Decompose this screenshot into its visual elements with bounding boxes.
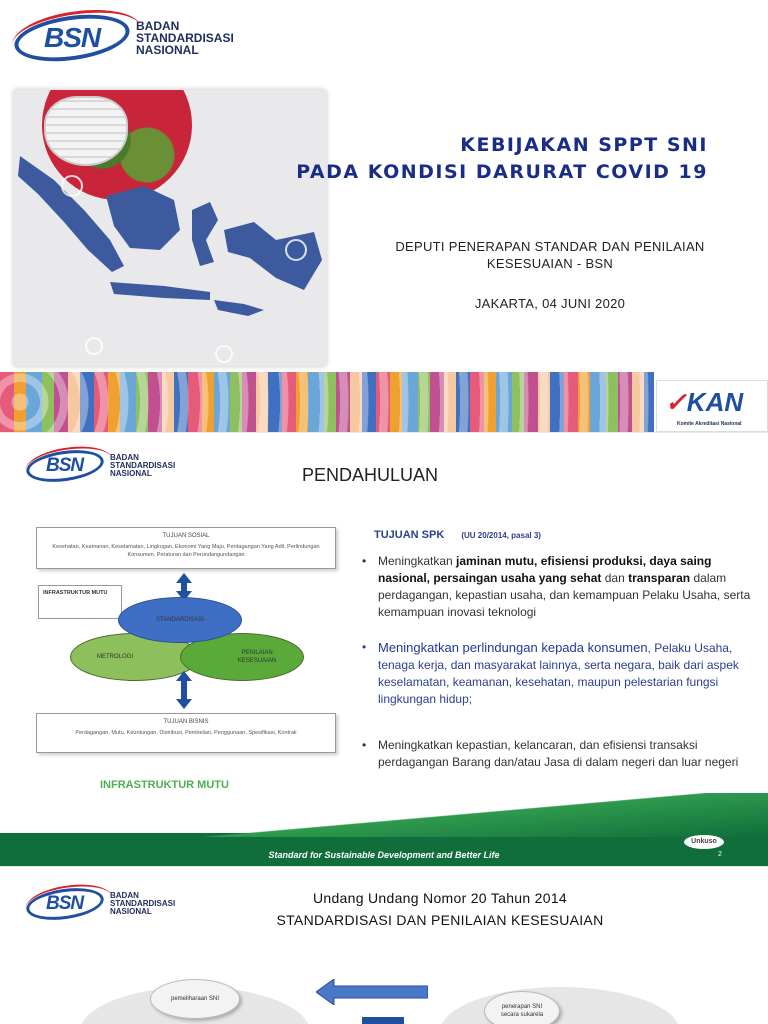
seal-logo: Unkuso <box>684 835 724 849</box>
bsn-logo <box>26 889 175 919</box>
arrow-down-icon <box>176 699 192 709</box>
bullet-3: • Meningkatkan kepastian, kelancaran, dan efisiensi transaksi perdagangan Barang dan/atau Jasa di dalam negeri dan luar negeri <box>362 737 752 771</box>
blue-block <box>362 1017 404 1024</box>
bsn-logo <box>14 16 234 60</box>
bsn-logo-oval <box>24 446 105 487</box>
bsn-logo-text: BADAN STANDARDISASI NASIONAL <box>110 453 176 478</box>
penerapan-sni-bubble: penerapan SNI secara sukarela <box>484 991 560 1024</box>
social-goals-heading: TUJUAN SOSIAL <box>162 533 210 539</box>
slide-uu-20-2014 <box>0 866 768 1024</box>
bsn-logo-oval <box>12 8 133 68</box>
business-goals-box <box>36 713 336 753</box>
quality-infrastructure-label: INFRASTRUKTUR MUTU <box>38 585 122 619</box>
arrow-left-icon <box>316 979 428 1005</box>
bsn-logo-text: BADAN STANDARDISASI NASIONAL <box>110 891 176 916</box>
diagram-caption: INFRASTRUKTUR MUTU <box>100 779 229 791</box>
bsn-logo <box>26 451 175 481</box>
indonesia-map-image <box>14 90 326 366</box>
social-goals-box <box>36 527 336 569</box>
right-ellipse-group <box>440 987 680 1024</box>
indonesia-islands-illustration <box>14 90 326 366</box>
bsn-logo-oval <box>24 884 105 925</box>
presentation-date: JAKARTA, 04 JUNI 2020 <box>474 296 626 311</box>
metrologi-ellipse: METROLOGI <box>70 633 200 681</box>
arrow-shaft-lower <box>181 681 187 701</box>
page-number: 2 <box>718 851 722 858</box>
penilaian-ellipse: PENILAIAN KESESUAIAN <box>180 633 304 681</box>
business-goals-heading: TUJUAN BISNIS <box>163 719 209 725</box>
arrow-up-icon <box>176 671 192 681</box>
slide-pendahuluan <box>0 432 768 866</box>
crowd-illustration <box>0 372 654 432</box>
bsn-logo-mark: BSN <box>46 455 84 476</box>
spk-reference: (UU 20/2014, pasal 3) <box>461 531 541 540</box>
bsn-logo-mark: BSN <box>46 893 84 914</box>
bsn-logo-text: BADAN STANDARDISASI NASIONAL <box>136 19 234 57</box>
kan-logo-mark: ✓KAN <box>665 387 744 417</box>
arrow-up-icon <box>176 573 192 583</box>
standardisasi-ellipse: STANDARDISASI <box>118 597 242 643</box>
footer-tagline: Standard for Sustainable Development and Better Life <box>268 850 500 860</box>
social-goals-text: Kesehatan, Keamanan, Keselamatan, Lingkugan, Ekonomi Yang Maju, Perdagangan Yang Adil, Perlindungan Konsumen, Peraturan dan Perundangundangan <box>52 544 320 558</box>
bsn-logo-mark: BSN <box>43 22 101 53</box>
pemeliharaan-sni-bubble: pemeliharaan SNI <box>150 979 240 1019</box>
presenter-subtitle: DEPUTI PENERAPAN STANDAR DAN PENILAIAN KESESUAIAN - BSN <box>395 239 705 271</box>
kan-logo-caption: Komite Akreditasi Nasional <box>677 421 742 427</box>
slide-title: Undang Undang Nomor 20 Tahun 2014 STANDARDISASI DAN PENILAIAN KESESUAIAN <box>276 890 604 928</box>
business-goals-text: Perdagangan, Mutu, Keuntungan, Distribusi, Pembelian, Penggunaan, Spesifikasi, Kontrak <box>75 730 297 736</box>
slide-title <box>0 0 768 432</box>
spk-heading: TUJUAN SPK (UU 20/2014, pasal 3) <box>374 529 541 541</box>
slide-title: PENDAHULUAN <box>302 465 439 485</box>
bullet-2: • Meningkatkan perlindungan kepada konsumen, Pelaku Usaha, tenaga kerja, dan masyarakat lainnya, serta negara, baik dari aspek keselamatan, keamanan, kesehatan, maupun pelestarian fungsi lingkungan hidup; <box>362 639 752 708</box>
bullet-1: • Meningkatkan jaminan mutu, efisiensi produksi, daya saing nasional, persaingan usaha yang sehat dan transparan dalam perdagangan, kepastian usaha, dan kemampuan Pelaku Usaha, serta kemampuan inovasi teknologi <box>362 553 752 621</box>
kan-logo <box>656 380 768 432</box>
presentation-title: KEBIJAKAN SPPT SNI PADA KONDISI DARURAT COVID 19 <box>296 134 708 183</box>
